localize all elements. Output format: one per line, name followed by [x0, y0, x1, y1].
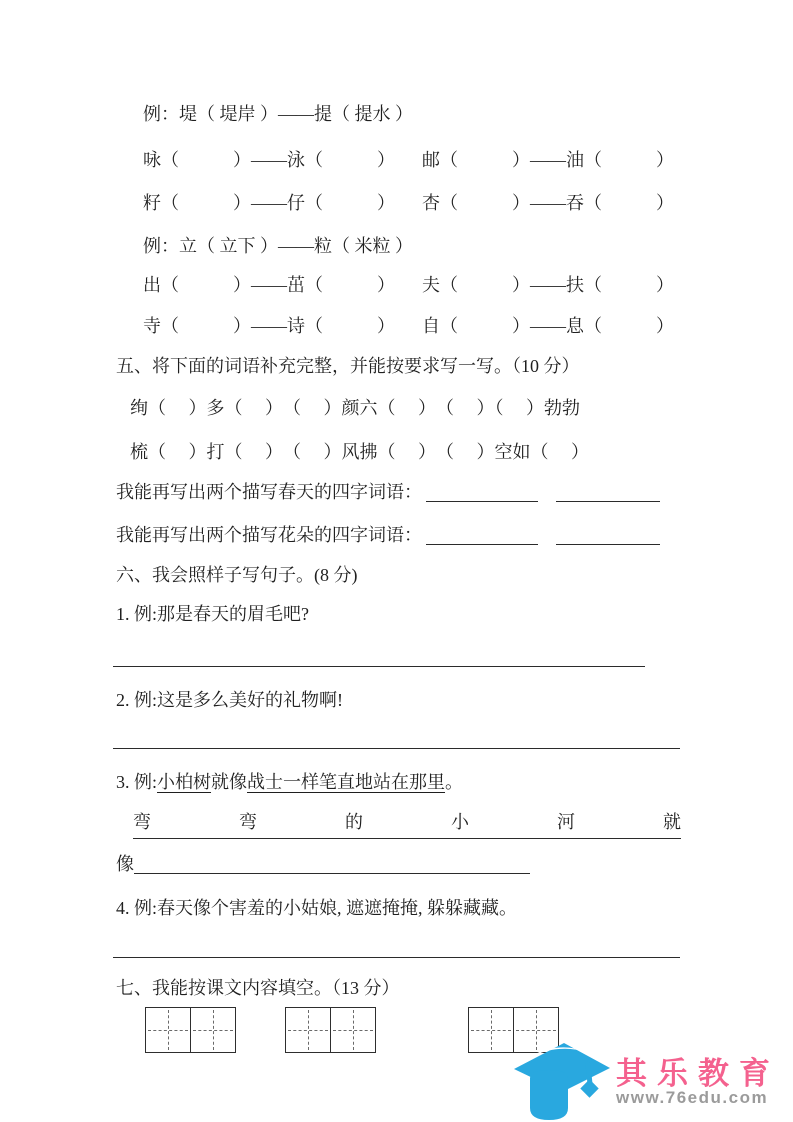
section-six-title: 六、我会照样子写句子。(8 分)	[116, 565, 358, 585]
blank-underline	[556, 525, 660, 545]
dash-horizontal	[516, 1030, 556, 1031]
section-five-title: 五、将下面的词语补充完整，并能按要求写一写。（10 分）	[116, 356, 580, 376]
answer-rule-2	[113, 748, 680, 749]
tianzige-cell	[330, 1008, 375, 1052]
brand-website: www.76edu.com	[616, 1088, 769, 1107]
homophone-example-2: 例：立（ 立下 ）——粒（ 米粒 ）	[143, 236, 413, 256]
fill-char: 河	[557, 812, 575, 832]
answer-rule-1	[113, 666, 645, 667]
brand-name: 其乐教育	[616, 1056, 780, 1091]
q3-prefix: 3. 例:	[116, 772, 158, 792]
dash-horizontal	[193, 1030, 233, 1031]
q3-underlined-predicate: 战士一样笔直地站在那里	[247, 772, 446, 792]
sentence-fill-row	[133, 810, 681, 839]
tianzige-cell	[190, 1008, 235, 1052]
dash-horizontal	[148, 1030, 188, 1031]
idiom-fill-row-1: 绚（ ）多（ ） （ ）颜六（ ） （ ）（ ）勃勃	[130, 398, 580, 418]
write-spring-line	[116, 481, 660, 504]
write-flower-prompt: 我能再写出两个描写花朵的四字词语：	[116, 525, 422, 545]
homophone-row-4: 寺（ ）——诗（ ） 自（ ）——息（ ）	[143, 316, 674, 336]
sentence-fill-continuation	[116, 853, 530, 876]
write-spring-prompt: 我能再写出两个描写春天的四字词语：	[116, 482, 422, 502]
fill-next-char: 像	[116, 854, 134, 874]
fill-char: 小	[451, 812, 469, 832]
answer-rule-3	[113, 957, 680, 958]
tianzige-group-2	[285, 1007, 376, 1053]
fill-char: 的	[345, 812, 363, 832]
blank-underline	[556, 482, 660, 502]
sentence-q3	[116, 771, 463, 794]
sentence-q2: 2. 例:这是多么美好的礼物啊!	[116, 690, 343, 710]
idiom-fill-row-2: 梳（ ）打（ ） （ ）风拂（ ） （ ）空如（ ）	[130, 442, 589, 462]
homophone-example-1: 例：堤（ 堤岸 ）——提（ 提水 ）	[143, 104, 413, 124]
tianzige-cell	[286, 1008, 330, 1052]
homophone-row-1: 咏（ ）——泳（ ） 邮（ ）——油（ ）	[143, 150, 674, 170]
sentence-q1: 1. 例:那是春天的眉毛吧?	[116, 604, 309, 624]
q3-underlined-subject: 小柏树	[157, 772, 212, 792]
graduation-cap-icon	[506, 1032, 618, 1122]
write-flower-line	[116, 524, 660, 547]
sentence-q4: 4. 例:春天像个害羞的小姑娘, 遮遮掩掩, 躲躲藏藏。	[116, 898, 517, 918]
dash-horizontal	[471, 1030, 511, 1031]
dash-horizontal	[333, 1030, 373, 1031]
homophone-row-3: 出（ ）——茁（ ） 夫（ ）——扶（ ）	[143, 275, 674, 295]
blank-underline	[134, 854, 530, 874]
section-seven-title: 七、我能按课文内容填空。（13 分）	[116, 978, 400, 998]
fill-char: 弯	[239, 812, 257, 832]
homophone-row-2: 籽（ ）——仔（ ） 杏（ ）——吞（ ）	[143, 193, 674, 213]
tianzige-cell	[146, 1008, 190, 1052]
q3-period: 。	[445, 772, 464, 792]
tianzige-group-1	[145, 1007, 236, 1053]
blank-underline	[426, 482, 538, 502]
fill-char: 就	[663, 812, 681, 832]
fill-char: 弯	[133, 812, 151, 832]
q3-middle: 就像	[211, 772, 248, 792]
blank-underline	[426, 525, 538, 545]
dash-horizontal	[288, 1030, 328, 1031]
